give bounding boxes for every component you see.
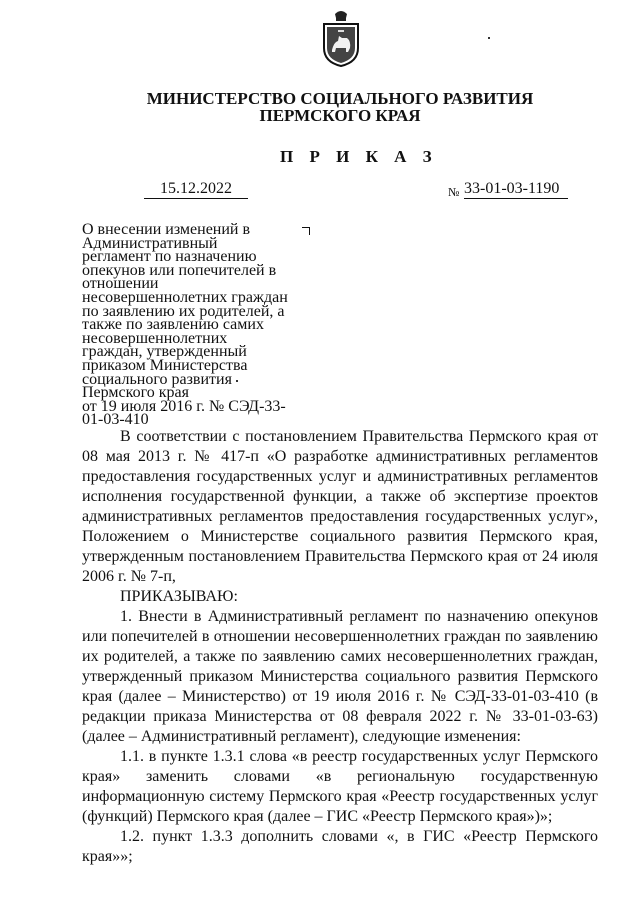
ministry-name-line2: ПЕРМСКОГО КРАЯ — [259, 106, 421, 125]
clause-1: 1. Внести в Административный регламент по назначению опекунов или попечителей в отношении несовершеннолетних граждан по заявлению их родителей, а также по заявлению самих несовершеннолетних граждан, утвержденный приказом Министерства социального развития Пермского края (далее – Министерство) от 19 июля 2016 г. № СЭД-33-01-03-410 (в редакции приказа Министерства от 08 февраля 2022 г. № 33-01-03-63) (далее – Административный регламент), следующие изменения: — [82, 608, 598, 745]
subject-line: Пермского края — [82, 384, 189, 402]
subject-line: несовершеннолетних граждан — [82, 288, 288, 306]
order-number-sign: № — [448, 185, 460, 199]
clause-1-2: 1.2. пункт 1.3.3 дополнить словами «, в ГИС «Реестр Пермского края»»; — [82, 828, 598, 865]
subject-line: социального развития — [82, 370, 232, 388]
subject-line: приказом Министерства — [82, 356, 248, 374]
order-subject — [82, 223, 292, 427]
corner-bracket-mark — [302, 227, 310, 235]
subject-line: граждан, утвержденный — [82, 343, 247, 361]
order-date: 15.12.2022 — [144, 180, 248, 199]
preamble-paragraph: В соответствии с постановлением Правительства Пермского края от 08 мая 2013 г. № 417-п «О разработке административных регламентов предоставления государственных услуг и административных регламентов исполнения государственной функции, а также об экспертизе проектов административных регламентов предоставления государственных услуг», Положением о Министерстве социального развития Пермского края, утвержденным постановлением Правительства Пермского края от 24 июля 2006 г. № 7-п, — [82, 428, 598, 585]
subject-line: Административный — [82, 234, 218, 252]
scan-dot — [488, 37, 490, 39]
subject-line: О внесении изменений в — [82, 221, 251, 238]
order-title: П Р И К А З — [280, 147, 438, 166]
scan-dot — [236, 380, 238, 382]
orders-heading: ПРИКАЗЫВАЮ: — [120, 588, 238, 605]
subject-line: несовершеннолетних — [82, 329, 228, 347]
ministry-name — [120, 90, 560, 124]
ministry-name-line1: МИНИСТЕРСТВО СОЦИАЛЬНОГО РАЗВИТИЯ — [146, 89, 534, 108]
clause-1-1: 1.1. в пункте 1.3.1 слова «в реестр государственных услуг Пермского края» заменить словами «в региональную государственную информационную систему Пермского края «Реестр государственных услуг (функций) Пермского края (далее – ГИС «Реестр Пермского края»)»; — [82, 748, 598, 825]
subject-line: регламент по назначению — [82, 248, 257, 266]
subject-line: отношении — [82, 275, 159, 293]
subject-line: по заявлению их родителей, а — [82, 302, 285, 320]
order-body — [82, 427, 598, 867]
subject-line: от 19 июля 2016 г. № СЭД-33- — [82, 397, 286, 415]
subject-line: также по заявлению самих — [82, 316, 264, 334]
coat-of-arms-icon — [318, 8, 364, 68]
subject-line: 01-03-410 — [82, 411, 149, 429]
subject-line: опекунов или попечителей в — [82, 261, 277, 279]
order-number: 33-01-03-1190 — [464, 180, 568, 199]
